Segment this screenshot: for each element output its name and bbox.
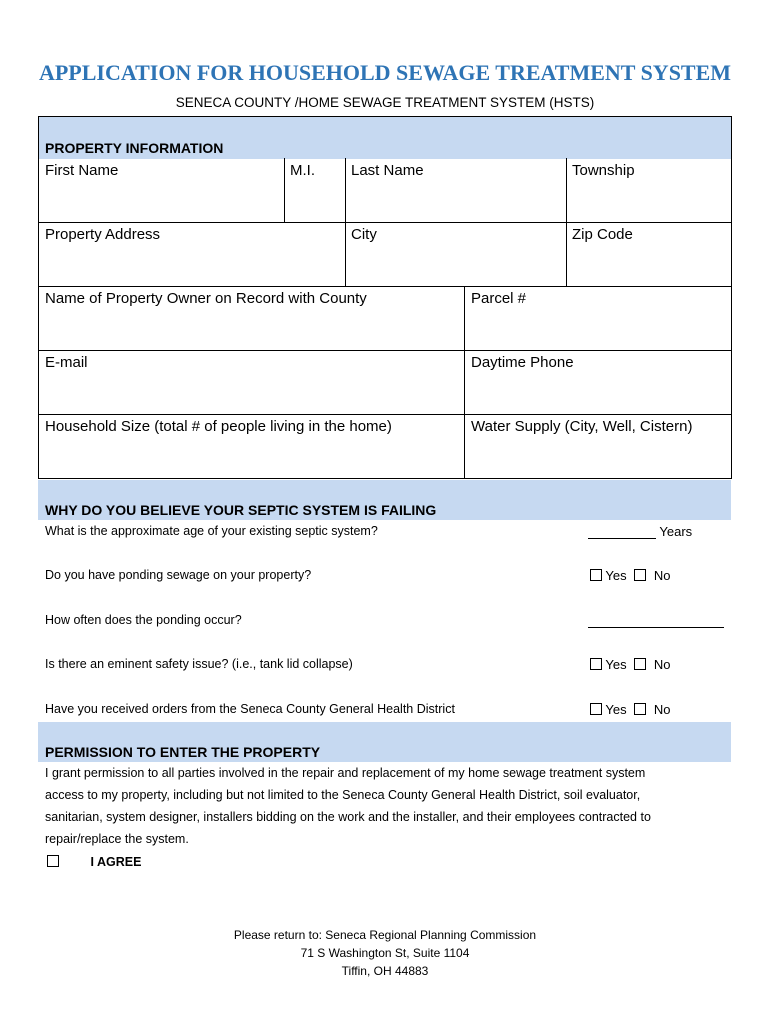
form-subtitle: SENECA COUNTY /HOME SEWAGE TREATMENT SYSTEM (HSTS) [175,95,595,110]
permission-heading: PERMISSION TO ENTER THE PROPERTY [45,744,321,760]
ponding-no-label: No [653,568,671,583]
safety-yes-checkbox[interactable] [590,658,602,670]
property-heading: PROPERTY INFORMATION [45,140,224,156]
property-owner-field[interactable]: Name of Property Owner on Record with County [45,290,367,307]
township-field[interactable]: Township [572,162,635,179]
city-state-line: Tiffin, OH 44883 [341,964,429,978]
city-field[interactable]: City [351,226,377,243]
ponding-no-checkbox[interactable] [634,569,646,581]
middle-initial-field[interactable]: M.I. [290,162,315,179]
return-address [0,926,770,980]
ponding-frequency-input[interactable] [588,614,724,628]
ponding-yes-label: Yes [605,568,627,583]
last-name-field[interactable]: Last Name [351,162,424,179]
orders-yes-label: Yes [605,702,627,717]
first-name-field[interactable]: First Name [45,162,119,179]
permission-text-line-1: I grant permission to all parties involved in the repair and replacement of my home sewage treatment system [45,766,646,780]
agree-checkbox[interactable] [47,855,59,867]
orders-question: Have you received orders from the Seneca County General Health District [45,702,455,716]
parcel-field[interactable]: Parcel # [471,290,527,307]
water-supply-field[interactable]: Water Supply (City, Well, Cistern) [471,418,693,435]
email-field[interactable]: E-mail [45,354,88,371]
return-to-line: Please return to: Seneca Regional Planning Commission [233,928,537,942]
orders-yes-checkbox[interactable] [590,703,602,715]
safety-yes-label: Yes [605,657,627,672]
property-address-field[interactable]: Property Address [45,226,161,243]
septic-age-input[interactable] [588,525,656,539]
permission-text-line-4: repair/replace the system. [45,832,189,846]
household-size-field[interactable]: Household Size (total # of people living in the home) [45,418,392,435]
agree-label: I AGREE [90,855,142,869]
form-title: APPLICATION FOR HOUSEHOLD SEWAGE TREATMENT SYSTEM [38,60,732,85]
permission-text-line-2: access to my property, including but not limited to the Seneca County General Health District, soil evaluator, [45,788,641,802]
septic-age-question: What is the approximate age of your existing septic system? [45,524,378,538]
safety-no-label: No [653,657,671,672]
daytime-phone-field[interactable]: Daytime Phone [471,354,574,371]
safety-no-checkbox[interactable] [634,658,646,670]
street-line: 71 S Washington St, Suite 1104 [300,946,470,960]
orders-no-checkbox[interactable] [634,703,646,715]
orders-no-label: No [653,702,671,717]
ponding-yes-checkbox[interactable] [590,569,602,581]
ponding-frequency-question: How often does the ponding occur? [45,613,242,627]
safety-issue-question: Is there an eminent safety issue? (i.e., tank lid collapse) [45,657,353,671]
failing-heading: WHY DO YOU BELIEVE YOUR SEPTIC SYSTEM IS FAILING [45,502,437,518]
zip-code-field[interactable]: Zip Code [572,226,633,243]
years-label: Years [659,524,693,539]
ponding-question: Do you have ponding sewage on your property? [45,568,312,582]
permission-text-line-3: sanitarian, system designer, installers bidding on the work and the installer, and their employees contracted to [45,810,651,824]
